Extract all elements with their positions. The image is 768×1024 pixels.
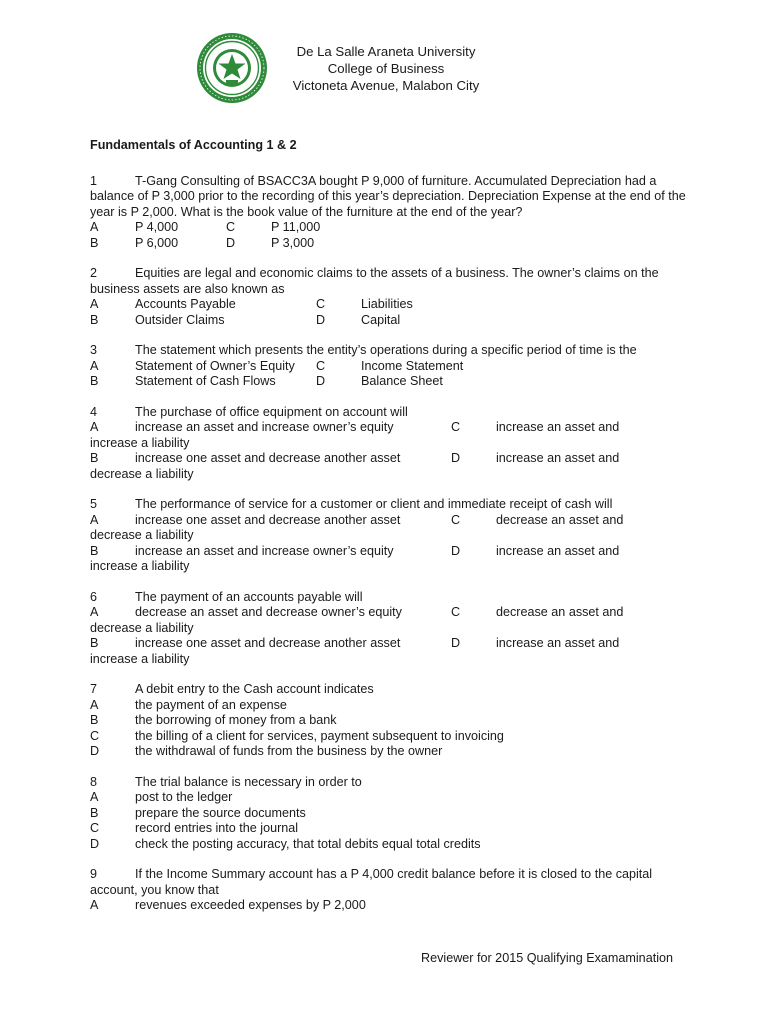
option-letter: A: [90, 605, 99, 619]
option-row: [90, 806, 690, 822]
option-text: P 3,000: [271, 235, 315, 250]
question-number: 9: [90, 867, 98, 881]
option-continuation: [90, 652, 690, 668]
option-row: [90, 744, 690, 760]
option-text: increase an asset and: [496, 636, 620, 650]
question-8: [90, 775, 690, 853]
question-5: [90, 497, 690, 575]
option-letter: B: [90, 312, 99, 327]
question-body: Equities are legal and economic claims to the assets of a business. The owner’s claims on the business assets are also known as: [90, 266, 659, 296]
option-letter: B: [90, 543, 99, 558]
question-7: [90, 682, 690, 760]
question-number: 5: [90, 497, 98, 511]
option-letter: A: [90, 512, 99, 527]
question-text: [90, 266, 690, 297]
option-text: the withdrawal of funds from the business by the owner: [135, 744, 443, 758]
option-text: increase an asset and: [496, 451, 620, 465]
option-text: Accounts Payable: [135, 297, 236, 311]
question-text: [90, 682, 690, 698]
option-letter: C: [226, 220, 236, 234]
option-letter: C: [451, 512, 461, 527]
option-text: the borrowing of money from a bank: [135, 713, 337, 727]
option-letter: B: [90, 636, 99, 650]
question-body: A debit entry to the Cash account indicates: [135, 682, 374, 696]
question-2: [90, 266, 690, 328]
question-number: 8: [90, 774, 98, 789]
question-text: [90, 405, 690, 421]
option-text: increase a liability: [90, 435, 190, 450]
option-text: P 11,000: [271, 220, 321, 234]
option-row: [90, 790, 690, 806]
option-text: P 6,000: [135, 235, 179, 250]
option-continuation: [90, 559, 690, 575]
question-number: 6: [90, 589, 98, 604]
question-text: [90, 590, 690, 606]
option-text: increase a liability: [90, 651, 190, 666]
option-letter: B: [90, 235, 99, 250]
option-text: Capital: [361, 312, 401, 327]
question-text: [90, 775, 690, 791]
option-row: [90, 313, 690, 329]
option-letter: B: [90, 451, 99, 465]
option-text: the billing of a client for services, payment subsequent to invoicing: [135, 728, 504, 743]
university-seal-icon: [196, 32, 268, 104]
option-text: post to the ledger: [135, 790, 233, 804]
option-letter: C: [316, 358, 326, 373]
question-1: [90, 174, 690, 252]
option-text: increase a liability: [90, 559, 190, 573]
option-letter: D: [90, 744, 100, 758]
option-text: decrease a liability: [90, 620, 194, 635]
exam-content: [90, 138, 690, 929]
question-body: The statement which presents the entity’s operations during a specific period of time is the: [135, 343, 637, 357]
page-footer: Reviewer for 2015 Qualifying Examamination: [421, 951, 673, 965]
option-text: increase one asset and decrease another asset: [135, 636, 401, 650]
question-number: 7: [90, 682, 98, 696]
option-row: [90, 220, 690, 236]
question-text: [90, 497, 690, 513]
option-letter: D: [451, 636, 461, 650]
option-text: decrease an asset and decrease owner’s equity: [135, 605, 402, 619]
option-letter: D: [226, 235, 236, 250]
question-number: 1: [90, 173, 98, 188]
option-letter: C: [451, 420, 461, 434]
option-continuation: [90, 621, 690, 637]
option-row: [90, 636, 690, 652]
option-row: [90, 605, 690, 621]
option-text: Liabilities: [361, 297, 413, 311]
option-text: Balance Sheet: [361, 374, 443, 388]
question-body: If the Income Summary account has a P 4,000 credit balance before it is closed to the capital account, you know that: [90, 867, 653, 897]
option-letter: C: [451, 605, 461, 619]
option-letter: C: [90, 728, 100, 743]
option-text: record entries into the journal: [135, 821, 299, 835]
option-text: decrease a liability: [90, 466, 194, 481]
option-row: [90, 821, 690, 837]
question-body: The performance of service for a customer or client and immediate receipt of cash will: [135, 497, 613, 511]
option-letter: B: [90, 713, 99, 727]
option-text: Statement of Owner’s Equity: [135, 358, 295, 373]
option-letter: A: [90, 898, 99, 912]
question-text: [90, 174, 690, 221]
option-text: check the posting accuracy, that total debits equal total credits: [135, 836, 481, 851]
option-letter: D: [451, 543, 461, 558]
option-letter: B: [90, 805, 99, 820]
option-row: [90, 297, 690, 313]
option-text: decrease an asset and: [496, 512, 624, 527]
question-4: [90, 405, 690, 483]
option-letter: C: [316, 297, 326, 311]
college-name: College of Business: [327, 61, 445, 76]
option-row: [90, 420, 690, 436]
question-6: [90, 590, 690, 668]
option-text: increase an asset and increase owner’s equity: [135, 420, 394, 434]
option-row: [90, 513, 690, 529]
option-letter: B: [90, 374, 99, 388]
option-text: prepare the source documents: [135, 805, 306, 820]
option-row: [90, 898, 690, 914]
option-row: [90, 729, 690, 745]
option-letter: A: [90, 420, 99, 434]
option-letter: D: [316, 374, 326, 388]
option-text: decrease a liability: [90, 528, 194, 542]
option-text: decrease an asset and: [496, 605, 624, 619]
option-continuation: [90, 436, 690, 452]
option-row: [90, 837, 690, 853]
option-text: increase an asset and: [496, 543, 620, 558]
question-number: 4: [90, 404, 98, 419]
question-3: [90, 343, 690, 390]
option-text: P 4,000: [135, 220, 179, 234]
option-text: Statement of Cash Flows: [135, 374, 276, 388]
university-info: [286, 43, 486, 94]
option-letter: A: [90, 297, 99, 311]
option-text: increase one asset and decrease another asset: [135, 512, 401, 527]
option-text: increase an asset and: [496, 420, 620, 434]
option-row: [90, 544, 690, 560]
university-name: De La Salle Araneta University: [296, 44, 476, 59]
option-continuation: [90, 467, 690, 483]
option-row: [90, 359, 690, 375]
option-letter: D: [316, 312, 326, 327]
question-text: [90, 343, 690, 359]
option-row: [90, 451, 690, 467]
option-letter: A: [90, 790, 99, 804]
question-body: The trial balance is necessary in order to: [135, 774, 362, 789]
question-number: 3: [90, 343, 98, 357]
question-body: T-Gang Consulting of BSACC3A bought P 9,000 of furniture. Accumulated Depreciation had a balance of P 3,000 prior to the recording of this year’s depreciation. Depreciation Expense at the end of the year is P 2,000. What is the book value of the furniture at the end of the year?: [90, 173, 686, 219]
option-row: [90, 374, 690, 390]
option-letter: D: [451, 451, 461, 465]
option-text: Outsider Claims: [135, 312, 225, 327]
university-address: Victoneta Avenue, Malabon City: [292, 78, 480, 93]
option-letter: A: [90, 697, 99, 712]
option-continuation: [90, 528, 690, 544]
question-number: 2: [90, 266, 98, 280]
question-text: [90, 867, 690, 898]
document-header: [196, 32, 576, 104]
option-row: [90, 713, 690, 729]
option-letter: A: [90, 358, 99, 373]
option-text: the payment of an expense: [135, 697, 287, 712]
option-row: [90, 236, 690, 252]
option-text: increase one asset and decrease another asset: [135, 451, 401, 465]
option-letter: A: [90, 220, 99, 234]
option-letter: C: [90, 821, 100, 835]
question-body: The payment of an accounts payable will: [135, 589, 363, 604]
option-text: revenues exceeded expenses by P 2,000: [135, 898, 366, 912]
option-text: increase an asset and increase owner’s equity: [135, 543, 394, 558]
question-body: The purchase of office equipment on account will: [135, 404, 408, 419]
page-title: Fundamentals of Accounting 1 & 2: [90, 138, 297, 152]
option-text: Income Statement: [361, 358, 464, 373]
option-row: [90, 698, 690, 714]
option-letter: D: [90, 836, 100, 851]
question-9: [90, 867, 690, 914]
